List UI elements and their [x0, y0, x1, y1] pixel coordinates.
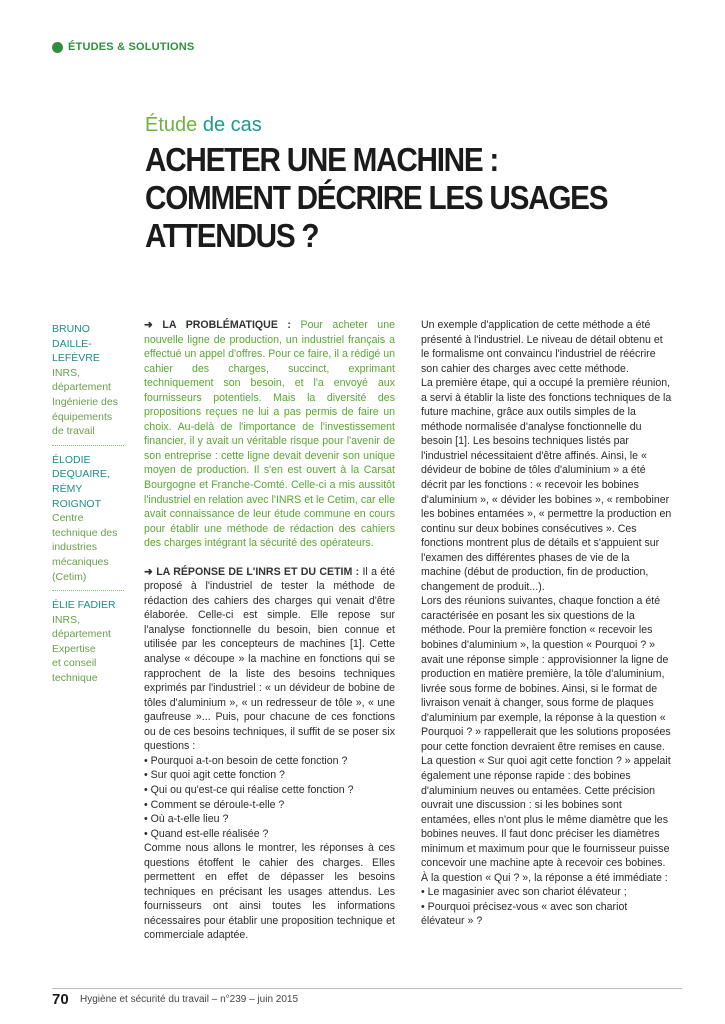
answer-paragraph	[144, 565, 395, 754]
author-block	[52, 445, 124, 590]
question-item: • Sur quoi agit cette fonction ?	[144, 769, 285, 782]
author-name-line: ÉLIE FADIER	[52, 599, 116, 612]
author-affiliation-line: et conseil	[52, 657, 97, 670]
author-name-line: LEFÈVRE	[52, 352, 100, 365]
author-name-line: BRUNO	[52, 323, 90, 335]
author-affiliation-line: INRS,	[52, 366, 81, 379]
author-affiliation-line: (Cetim)	[52, 570, 87, 583]
author-name-line: RÉMY	[52, 482, 83, 495]
kicker-part2: de cas	[197, 114, 262, 136]
body-paragraph: Lors des réunions suivantes, chaque fonction a été caractérisée en posant les six questions de la méthode. Pour la première fonction « recevoir les bobines d'aluminium », la question « Pourquoi ? » avait une réponse simple : approvisionner la ligne de production en matière première, la tôle d'aluminium, livrée sous forme de bobines. Ainsi, si le format de livraison venait à changer, sous forme de plaques d'aluminium par exemple, la réponse à la question « Pourquoi ? » rappellerait que les solutions proposées pour cette fonction devraient être remises en cause.	[421, 595, 671, 753]
problem-paragraph	[144, 318, 395, 551]
title-line: COMMENT DÉCRIRE LES USAGES	[145, 179, 608, 216]
question-item: • Comment se déroule-t-elle ?	[144, 798, 285, 811]
author-affiliation-line: industries	[52, 541, 97, 554]
arrow-right-icon: ➜	[144, 319, 163, 331]
page-footer	[52, 988, 682, 1008]
author-affiliation-line: technique	[52, 672, 98, 685]
question-item: • Qui ou qu'est-ce qui réalise cette fonction ?	[144, 783, 354, 796]
body-paragraph: Un exemple d'application de cette méthode a été présenté à l'industriel. Le niveau de détail obtenu et le formalisme ont convaincu l'industriel de réécrire son cahier des charges avec cette méthode.	[421, 319, 663, 375]
section-dot-icon	[52, 42, 63, 53]
kicker-part1: Étude	[145, 114, 198, 136]
author-block	[52, 590, 124, 692]
article-column-right	[421, 318, 672, 929]
author-affiliation-line: Expertise	[52, 642, 96, 655]
author-name-line: DAILLE-	[52, 337, 92, 350]
author-name-line: ÉLODIE	[52, 453, 91, 466]
question-item: • Pourquoi a-t-on besoin de cette fonction ?	[144, 754, 348, 767]
author-affiliation-line: département	[52, 628, 111, 641]
body-paragraph: La première étape, qui a occupé la première réunion, a servi à établir la liste des fonctions techniques de la future machine, grâce aux outils simples de la méthode normalisée d'analyse fonctionnelle du besoin [1]. Les besoins techniques listés par l'industriel nécessitaient d'être affinés. Ainsi, le « dévideur de bobine de tôles d'aluminium » a été décrit par les fonctions : « recevoir les bobines d'aluminium », « dévider les bobines », « rembobiner les bobines entamées », « permettre la production en continu sur deux bobines consécutives ». Ces fonctions montrent plus de détails et s'appuient sur l'examen des différentes phases de vie de la machine (début de production, fin de production, changement de produit...).	[421, 377, 672, 593]
section-tag	[52, 41, 194, 53]
answer-bullet: • Pourquoi précisez-vous « avec son chariot élévateur » ?	[421, 900, 628, 928]
question-item: • Où a-t-elle lieu ?	[144, 813, 229, 826]
title-line: ACHETER UNE MACHINE :	[145, 141, 499, 178]
problem-label: LA PROBLÉMATIQUE :	[162, 319, 291, 331]
section-label: ÉTUDES & SOLUTIONS	[68, 41, 195, 53]
author-affiliation-line: de travail	[52, 425, 95, 438]
page-number: 70	[52, 991, 69, 1008]
question-item: • Quand est-elle réalisée ?	[144, 827, 269, 840]
answer-label: LA RÉPONSE DE L'INRS ET DU CETIM :	[156, 565, 360, 578]
author-affiliation-line: Centre	[52, 512, 84, 525]
article-title	[145, 141, 705, 255]
answer-bullet: • Le magasinier avec son chariot élévateur ;	[421, 886, 627, 899]
author-affiliation-line: mécaniques	[52, 555, 109, 568]
title-line: ATTENDUS ?	[145, 217, 319, 254]
answer-text: Il a été proposé à l'industriel de tester la méthode de rédaction des cahiers des charges qui venait d'être élaborée. Celle-ci est simple. Elle repose sur l'analyse fonctionnelle du besoin, bien connue et utilisée par les concepteurs de machines [1]. Cette analyse « découpe » la machine en fonctions qui se rapprochent de la liste des besoins techniques exprimés par l'industriel : « un dévideur de bobine de tôles d'aluminium », « un redresseur de tôle », « une gaufreuse »... Puis, pour chacune de ces fonctions ou de ces besoins techniques, il suffit de se poser six questions :	[144, 565, 395, 753]
closing-paragraph: Comme nous allons le montrer, les réponses à ces questions étoffent le cahier des charges. Elles permettent en effet de dépasser les besoins techniques en précisant les usages attendus. Les fournisseurs ont ainsi toutes les informations nécessaires pour établir une proposition technique et commerciale adaptée.	[144, 842, 395, 942]
author-affiliation-line: équipements	[52, 410, 113, 423]
body-paragraph: À la question « Qui ? », la réponse a été immédiate :	[421, 871, 668, 884]
problem-text: Pour acheter une nouvelle ligne de production, un industriel français a effectué un appel d'offres. Pour ce faire, il a rédigé un cahier des charges, succinct, exprimant techniquement son besoin, et l'a envoyé aux fournisseurs potentiels. Mais la diversité des propositions reçues ne lui a pas permis de faire un choix. Au-delà de l'importance de l'investissement financier, il y avait un véritable risque pour l'avenir de son entreprise : cette ligne devait devenir son unique moyen de production. Il s'en est ouvert à la Carsat Bourgogne et Franche-Comté. Celle-ci a mis aussitôt l'industriel en relation avec l'INRS et le Cetim, car elle avait connaissance de leur étude commune en cours pour établir une méthode de rédaction des cahiers des charges intégrant la sécurité des opérateurs.	[144, 319, 395, 550]
author-affiliation-line: technique des	[52, 526, 118, 539]
author-name-line: ROIGNOT	[52, 497, 101, 510]
paragraph-gap	[144, 551, 395, 565]
author-affiliation-line: INRS,	[52, 613, 81, 626]
author-block	[52, 322, 124, 445]
author-affiliation-line: Ingénierie des	[52, 395, 118, 408]
article-kicker	[145, 114, 262, 137]
article-column-left	[144, 318, 395, 943]
author-affiliation-line: département	[52, 381, 111, 394]
publication-info: Hygiène et sécurité du travail – n°239 – juin 2015	[80, 994, 299, 1005]
author-list	[52, 322, 124, 692]
arrow-right-icon: ➜	[144, 565, 157, 578]
body-paragraph: La question « Sur quoi agit cette fonction ? » appelait également une réponse rapide : des bobines d'aluminium neuves ou entamées. Cette précision ouvrait une discussion : si les bobines sont entamées, elles n'ont plus le même diamètre que les bobines neuves. Il faut donc préciser les diamètres minimum et maximum pour que le fournisseur puisse concevoir une machine apte à recevoir ces bobines.	[421, 755, 671, 870]
author-name-line: DEQUAIRE,	[52, 468, 110, 481]
